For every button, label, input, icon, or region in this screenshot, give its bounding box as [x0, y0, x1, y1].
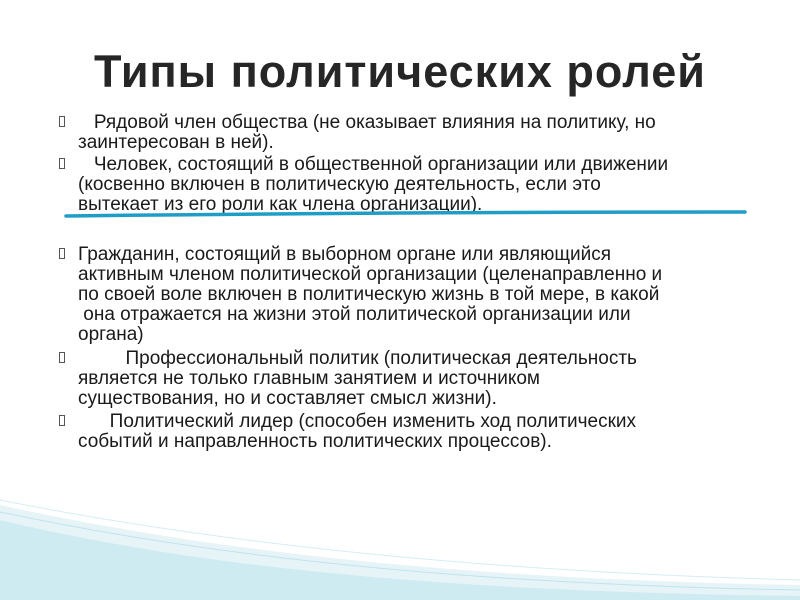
slide-title: Типы политических ролей [94, 46, 706, 97]
list-item [40, 412, 760, 452]
list-item [40, 349, 760, 409]
list-item [40, 155, 760, 215]
list-item-text: Человек, состоящий в общественной организации или движении (косвенно включен в политическую деятельность, если это вытекает из его роли как члена организации). [78, 154, 669, 215]
list-item [40, 113, 760, 153]
square-bullet-icon [59, 352, 65, 363]
list-item [40, 245, 760, 345]
square-bullet-icon [59, 415, 65, 426]
square-bullet-icon [59, 248, 65, 259]
square-bullet-icon [59, 158, 65, 169]
square-bullet-icon [59, 116, 65, 127]
list-item-text: Политический лидер (способен изменить ход политических событий и направленность политических процессов). [78, 411, 637, 452]
list-item-text: Рядовой член общества (не оказывает влияния на политику, но заинтересован в ней). [78, 112, 656, 153]
list-item-text: Профессиональный политик (политическая деятельность является не только главным занятием и источником существования, но и составляет смысл жизни). [78, 348, 637, 409]
list-item-text: Гражданин, состоящий в выборном органе или являющийся активным членом политической организации (целенаправленно и по своей воле включен в политическую жизнь в той мере, в какой она отражается на жизни этой политической организации или органа) [78, 244, 663, 345]
